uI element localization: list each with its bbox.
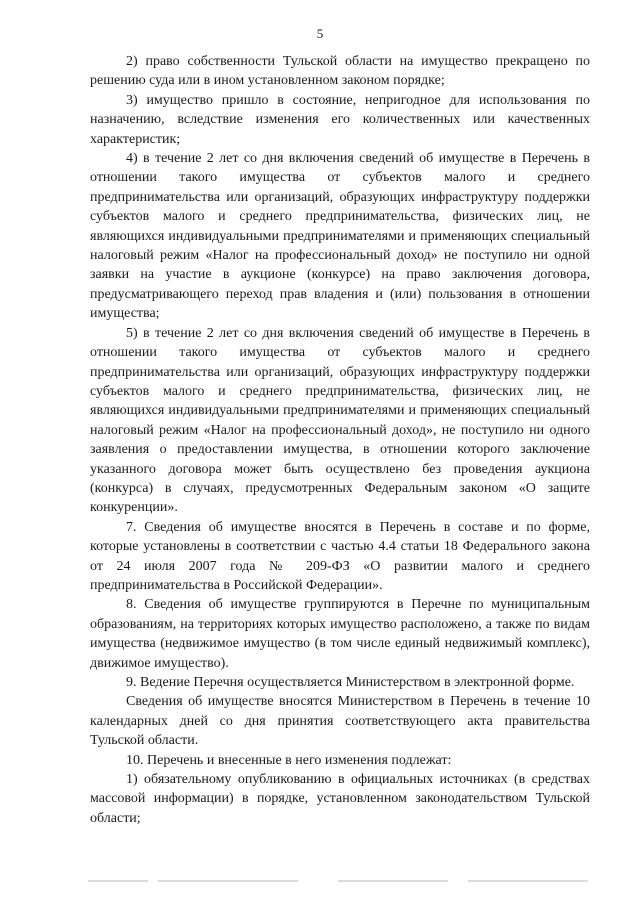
paragraph-clause-5: 5) в течение 2 лет со дня включения сведений об имуществе в Перечень в отношении такого имущества от субъектов малого и среднего предпринимательства или организаций, образующих инфраструктуру поддержки субъектов малого и среднего предпринимательства, физических лиц, не являющихся индивидуальными предпринимателями и применяющих специальный налоговый режим «Налог на профессиональный доход», не поступило ни одного заявления о предоставлении имущества, в отношении которого заключение указанного договора может быть осуществлено без проведения аукциона (конкурса) в случаях, предусмотренных Федеральным законом «О защите конкуренции».: [90, 325, 590, 516]
paragraph-clause-2: 2) право собственности Тульской области на имущество прекращено по решению суда или в ином установленном законом порядке;: [90, 54, 590, 89]
paragraph-item-7: 7. Сведения об имуществе вносятся в Перечень в составе и по форме, которые установлены в соответствии с частью 4.4 статьи 18 Федерального закона от 24 июля 2007 года № 209-ФЗ «О развитии малого и среднего предпринимательства в Российской Федерации».: [90, 519, 590, 593]
document-body: [90, 52, 590, 828]
paragraph-item-8: 8. Сведения об имуществе группируются в Перечне по муниципальным образованиям, на территориях которых имущество расположено, а также по видам имущества (недвижимое имущество (в том числе единый недвижимый комплекс), движимое имущество).: [90, 597, 590, 671]
scan-artifact-line: [88, 880, 588, 884]
paragraph-item-9: 9. Ведение Перечня осуществляется Министерством в электронной форме.: [126, 675, 575, 690]
paragraph-item-9-note: Сведения об имуществе вносятся Министерством в Перечень в течение 10 календарных дней со дня принятия соответствующего акта правительства Тульской области.: [90, 694, 590, 749]
page-number: 5: [316, 26, 324, 41]
paragraph-clause-4: 4) в течение 2 лет со дня включения сведений об имуществе в Перечень в отношении такого имущества от субъектов малого и среднего предпринимательства или организаций, образующих инфраструктуру поддержки субъектов малого и среднего предпринимательства, физических лиц, не являющихся индивидуальными предпринимателями и применяющих специальный налоговый режим «Налог на профессиональный доход» не поступило ни одной заявки на участие в аукционе (конкурсе) на право заключения договора, предусматривающего переход прав владения и (или) пользования в отношении имущества;: [90, 151, 590, 322]
paragraph-item-10-clause-1: 1) обязательному опубликованию в официальных источниках (в средствах массовой информации) в порядке, установленном законодательством Тульской области;: [90, 772, 590, 826]
paragraph-clause-3: 3) имущество пришло в состояние, непригодное для использования по назначению, вследствие изменения его количественных или качественных характеристик;: [90, 92, 590, 147]
paragraph-item-10: 10. Перечень и внесенные в него изменения подлежат:: [126, 752, 452, 768]
